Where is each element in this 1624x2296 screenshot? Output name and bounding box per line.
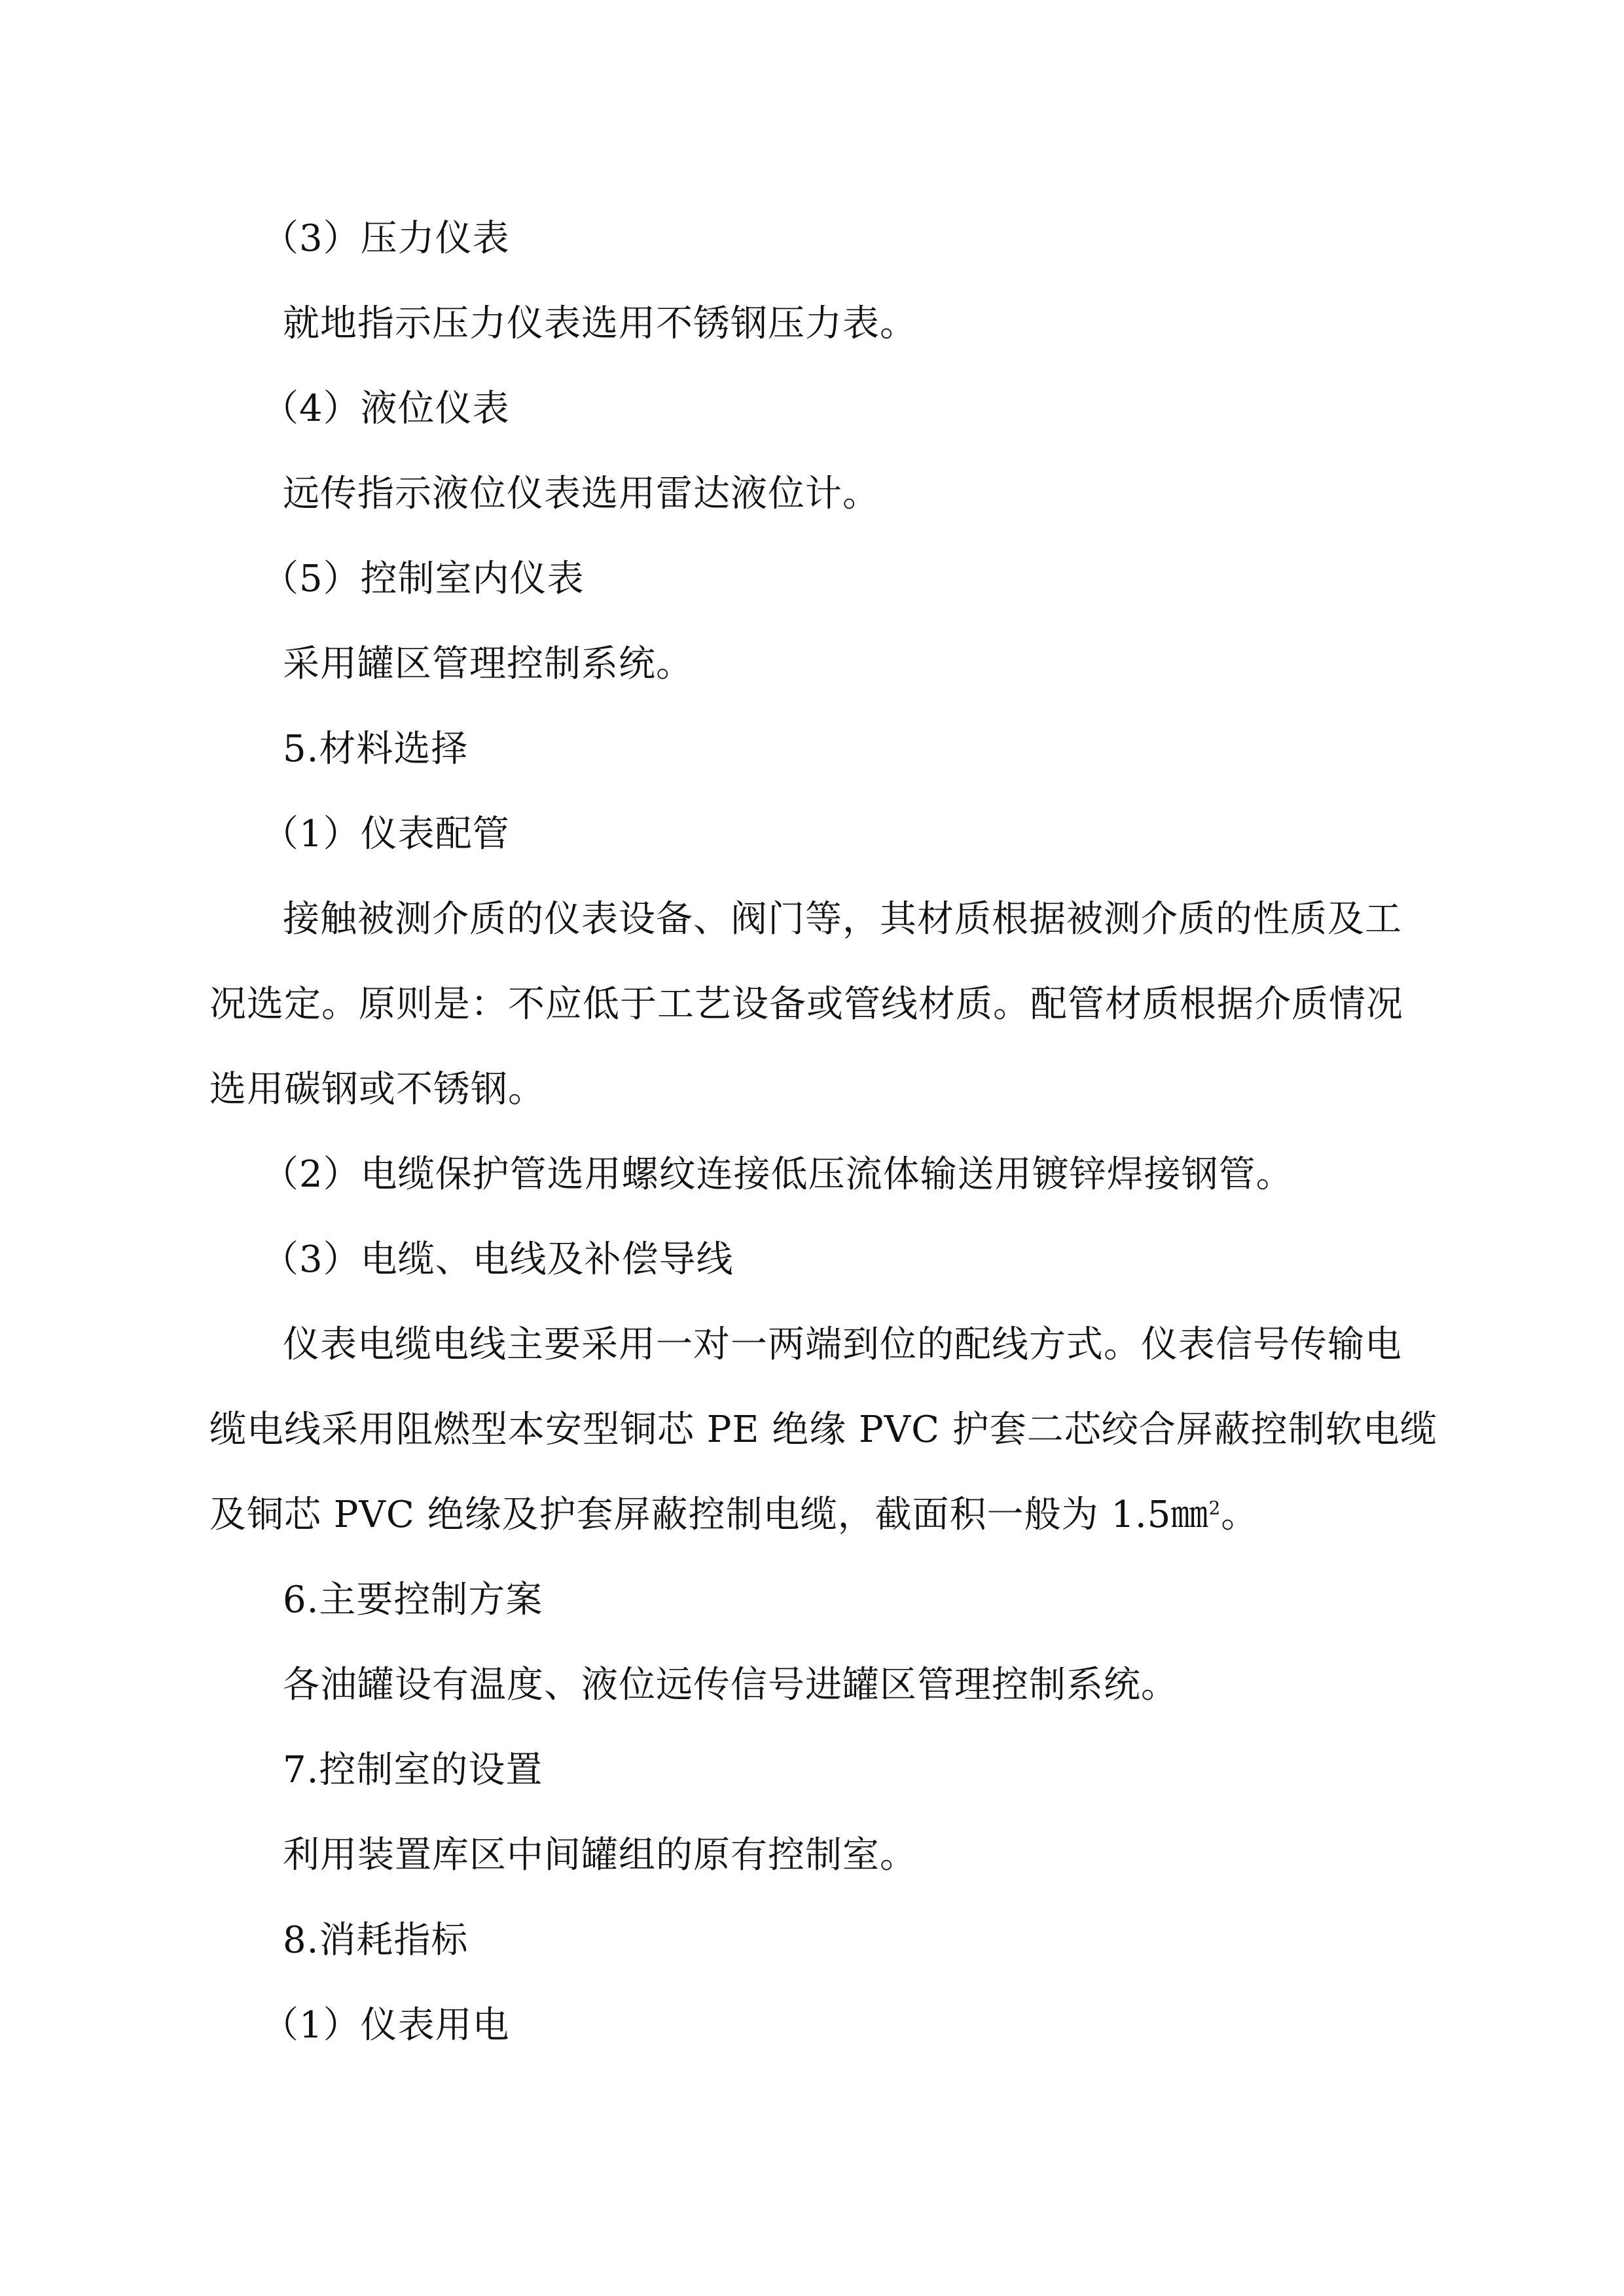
subheading-instrument-power: （1）仪表用电	[262, 2004, 510, 2047]
section-heading-control-room-setup: 7.控制室的设置	[283, 1749, 543, 1791]
paragraph-cables-line-3	[209, 1489, 1258, 1541]
paragraph-control-scheme: 各油罐设有温度、液位远传信号进罐区管理控制系统。	[283, 1664, 1178, 1706]
paragraph-cable-protection-pipe: （2）电缆保护管选用螺纹连接低压流体输送用镀锌焊接钢管。	[262, 1153, 1293, 1196]
subheading-cables-wires: （3）电缆、电线及补偿导线	[262, 1238, 734, 1281]
paragraph-piping-line-1: 接触被测介质的仪表设备、阀门等，其材质根据被测介质的性质及工	[283, 898, 1402, 941]
paragraph-level-instrument: 远传指示液位仪表选用雷达液位计。	[283, 473, 880, 515]
superscript-squared: 2	[1208, 1497, 1221, 1519]
paragraph-pressure-instrument: 就地指示压力仪表选用不锈钢压力表。	[283, 302, 917, 345]
paragraph-piping-line-3: 选用碳钢或不锈钢。	[209, 1068, 545, 1111]
paragraph-piping-line-2: 况选定。原则是：不应低于工艺设备或管线材质。配管材质根据介质情况	[209, 983, 1403, 1026]
subheading-pressure-instrument: （3）压力仪表	[262, 217, 510, 260]
cables-line-3-period: 。	[1221, 1494, 1259, 1536]
cables-line-3-text: 及铜芯 PVC 绝缘及护套屏蔽控制电缆，截面积一般为 1.5㎜	[209, 1494, 1209, 1536]
subheading-level-instrument: （4）液位仪表	[262, 387, 510, 430]
paragraph-control-room-instrument: 采用罐区管理控制系统。	[283, 643, 693, 685]
section-heading-control-scheme: 6.主要控制方案	[283, 1579, 543, 1621]
subheading-instrument-piping: （1）仪表配管	[262, 813, 510, 855]
paragraph-cables-line-1: 仪表电缆电线主要采用一对一两端到位的配线方式。仪表信号传输电	[283, 1323, 1402, 1366]
paragraph-cables-line-2: 缆电线采用阻燃型本安型铜芯 PE 绝缘 PVC 护套二芯绞合屏蔽控制软电缆	[209, 1408, 1437, 1451]
section-heading-material-selection: 5.材料选择	[283, 728, 469, 770]
section-heading-consumption-index: 8.消耗指标	[283, 1919, 469, 1962]
subheading-control-room-instrument: （5）控制室内仪表	[262, 558, 585, 600]
paragraph-control-room-setup: 利用装置库区中间罐组的原有控制室。	[283, 1834, 917, 1876]
